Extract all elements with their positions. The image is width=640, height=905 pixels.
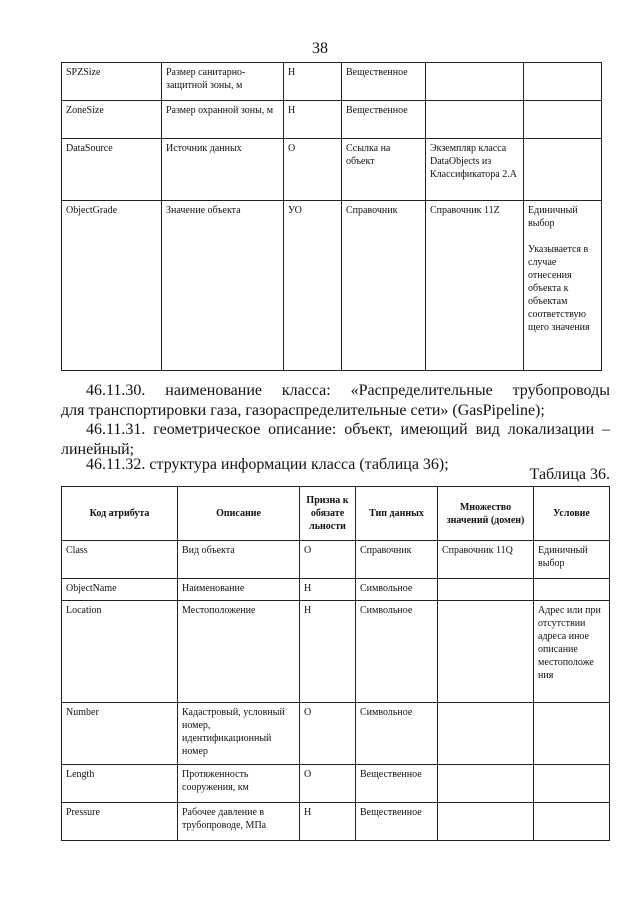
domain-cell [438,579,534,601]
description-cell: Кадастровый, условный номер, идентификационный номер [178,703,300,765]
description-cell: Размер санитарно-защитной зоны, м [162,63,284,101]
table-row [62,63,602,101]
paragraph-46-11-30 [86,381,610,401]
domain-cell [438,765,534,803]
table-row [62,579,610,601]
description-cell: Наименование [178,579,300,601]
word: – [602,421,610,438]
condition-cell [524,139,602,201]
requirement-cell: Н [284,101,342,139]
column-header: Множество значений (домен) [438,487,534,541]
requirement-cell: Н [300,601,356,703]
description-cell: Размер охранной зоны, м [162,101,284,139]
condition-cell [524,63,602,101]
word: описание: [268,421,337,438]
requirement-cell: О [300,765,356,803]
attributes-table-continued [61,62,602,371]
word: «Распределительные [350,382,493,399]
table-body [62,63,602,371]
word: вид [475,421,500,438]
description-cell: Местоположение [178,601,300,703]
data-type-cell: Справочник [356,541,438,579]
description-cell: Вид объекта [178,541,300,579]
attribute-code-cell: Class [62,541,178,579]
table-36 [61,486,610,841]
table-row [62,803,610,841]
table-row [62,541,610,579]
description-cell: Значение объекта [162,201,284,371]
description-cell: Источник данных [162,139,284,201]
data-type-cell: Вещественное [342,63,426,101]
attribute-code-cell: ObjectGrade [62,201,162,371]
word: имеющий [400,421,468,438]
requirement-cell: Н [284,63,342,101]
attribute-code-cell: Pressure [62,803,178,841]
column-header: Призна к обязате льности [300,487,356,541]
domain-cell [426,63,524,101]
attribute-code-cell: DataSource [62,139,162,201]
data-type-cell: Вещественное [356,765,438,803]
column-header: Условие [534,487,610,541]
condition-cell [534,703,610,765]
domain-cell [438,803,534,841]
condition-cell: Адрес или при отсутствии адреса иное описание местоположе ния [534,601,610,703]
domain-cell: Справочник 11Q [438,541,534,579]
word: 46.11.30. [86,382,146,399]
domain-cell [438,601,534,703]
word: геометрическое [153,421,261,438]
table-header-row [62,487,610,541]
condition-cell [534,765,610,803]
attribute-code-cell: Number [62,703,178,765]
word: 46.11.31. [86,421,146,438]
condition-cell [534,803,610,841]
attribute-code-cell: ObjectName [62,579,178,601]
condition-cell: Единичный выбор [534,541,610,579]
table-body [62,541,610,841]
column-header: Код атрибута [62,487,178,541]
data-type-cell: Справочник [342,201,426,371]
column-header: Описание [178,487,300,541]
data-type-cell: Вещественное [342,101,426,139]
condition-cell: Единичный выбор Указывается в случае отнесения объекта к объектам соответствую щего значения [524,201,602,371]
domain-cell: Справочник 11Z [426,201,524,371]
table-row [62,101,602,139]
requirement-cell: О [284,139,342,201]
word: класса: [281,382,331,399]
requirement-cell: О [300,541,356,579]
domain-cell [438,703,534,765]
data-type-cell: Символьное [356,703,438,765]
table-row [62,703,610,765]
attribute-code-cell: ZoneSize [62,101,162,139]
table-row [62,201,602,371]
page-number: 38 [312,40,328,57]
paragraph-46-11-32: 46.11.32. структура информации класса (таблица 36); [86,456,449,473]
attribute-code-cell: Length [62,765,178,803]
condition-cell [534,579,610,601]
table-row [62,139,602,201]
domain-cell [426,101,524,139]
table-caption: Таблица 36. [529,466,610,483]
column-header: Тип данных [356,487,438,541]
table-row [62,765,610,803]
description-cell: Протяженность сооружения, км [178,765,300,803]
requirement-cell: Н [300,803,356,841]
paragraph-46-11-30-continuation: для транспортировки газа, газораспределительные сети» (GasPipeline); [61,402,545,419]
attribute-code-cell: Location [62,601,178,703]
word: локализации [507,421,595,438]
data-type-cell: Вещественное [356,803,438,841]
requirement-cell: УО [284,201,342,371]
description-cell: Рабочее давление в трубопроводе, МПа [178,803,300,841]
word: объект, [344,421,393,438]
word: трубопроводы [512,382,610,399]
requirement-cell: О [300,703,356,765]
data-type-cell: Символьное [356,601,438,703]
paragraph-46-11-31-continuation: линейный; [61,441,135,458]
domain-cell: Экземпляр класса DataObjects из Классификатора 2.А [426,139,524,201]
table-row [62,601,610,703]
data-type-cell: Ссылка на объект [342,139,426,201]
paragraph-46-11-31 [86,420,610,440]
word: наименование [165,382,262,399]
data-type-cell: Символьное [356,579,438,601]
condition-cell [524,101,602,139]
requirement-cell: Н [300,579,356,601]
attribute-code-cell: SPZSize [62,63,162,101]
